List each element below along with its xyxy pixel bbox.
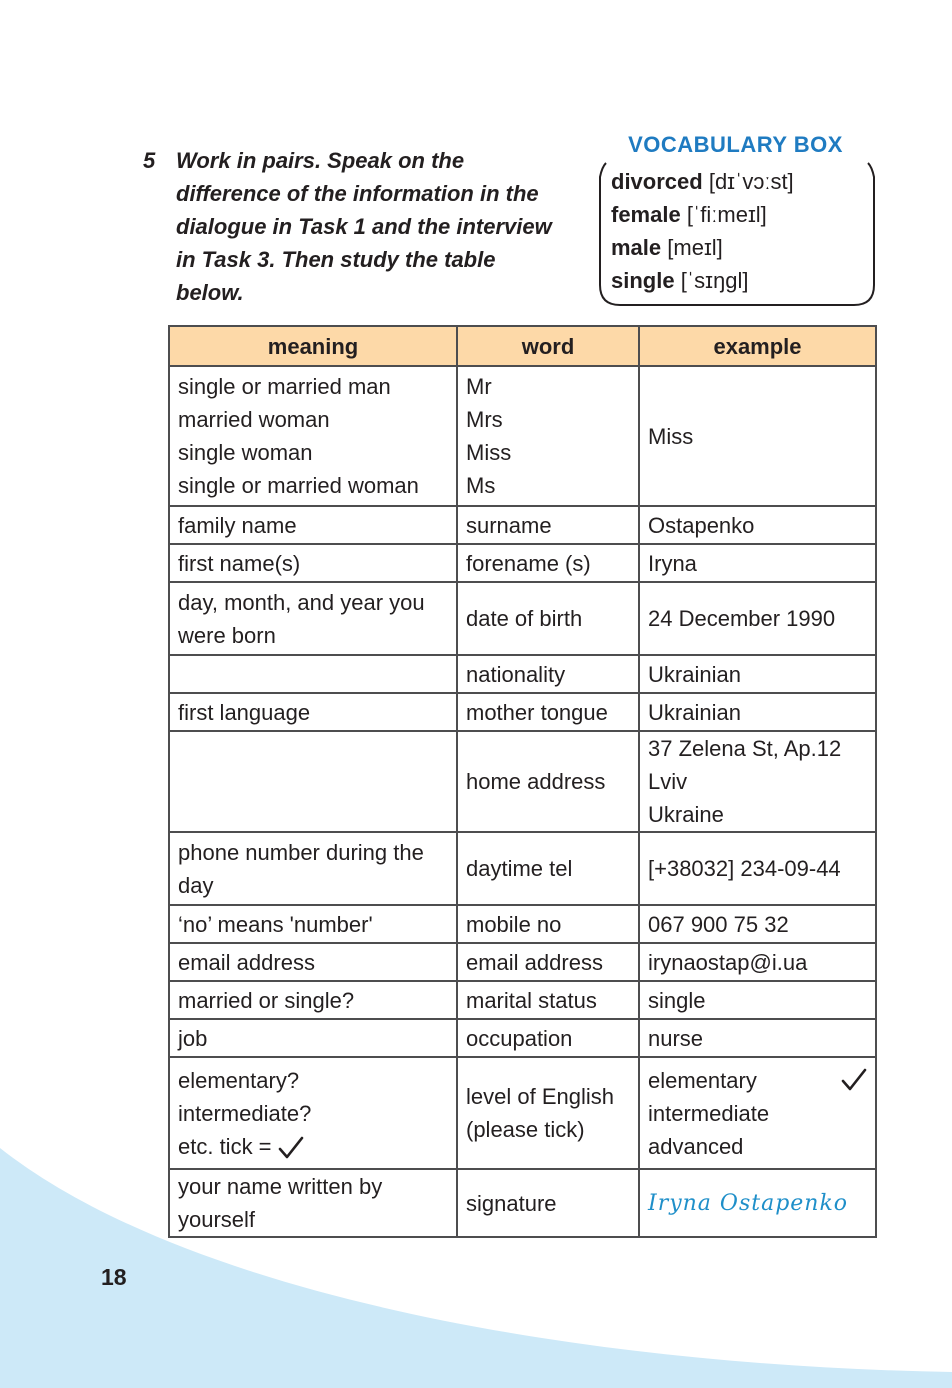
word-cell: daytime tel (457, 832, 639, 905)
vocab-phonetic: [meɪl] (667, 235, 723, 260)
header-example: example (639, 326, 876, 366)
meaning-cell: job (169, 1019, 457, 1057)
vocab-phonetic: [ˈfiːmeɪl] (686, 202, 767, 227)
table-row (169, 582, 876, 655)
word-cell (457, 1057, 639, 1169)
meaning-line: married woman (178, 407, 330, 432)
meaning-line: your name written by (178, 1174, 383, 1199)
meaning-line: single woman (178, 440, 313, 465)
meaning-cell: first name(s) (169, 544, 457, 582)
meaning-cell: first language (169, 693, 457, 731)
example-cell: irynaostap@i.ua (639, 943, 876, 981)
example-cell: nurse (639, 1019, 876, 1057)
meaning-line: single or married man (178, 374, 391, 399)
meaning-cell (169, 1057, 457, 1169)
meaning-cell (169, 655, 457, 693)
example-cell: Ukrainian (639, 655, 876, 693)
word-cell: surname (457, 506, 639, 544)
vocab-word: divorced (611, 169, 703, 194)
level-option-intermediate: intermediate (648, 1100, 770, 1126)
meaning-cell (169, 731, 457, 832)
meaning-line: intermediate? (178, 1100, 312, 1126)
vocab-word: single (611, 268, 675, 293)
example-cell (639, 1169, 876, 1237)
vocab-item (611, 198, 871, 231)
meaning-cell: email address (169, 943, 457, 981)
meaning-cell (169, 1169, 457, 1237)
example-cell (639, 731, 876, 832)
vocabulary-box (598, 132, 873, 306)
example-cell: 24 December 1990 (639, 582, 876, 655)
meaning-line: elementary? (178, 1067, 300, 1093)
level-option-advanced: advanced (648, 1133, 744, 1159)
vocab-word: male (611, 235, 662, 260)
vocab-phonetic: [dɪˈvɔːst] (708, 169, 794, 194)
example-cell: Miss (639, 366, 876, 506)
meaning-line: yourself (178, 1207, 256, 1232)
example-cell: single (639, 981, 876, 1019)
meaning-cell: married or single? (169, 981, 457, 1019)
check-icon (841, 1068, 867, 1092)
table-row (169, 981, 876, 1019)
word-cell (457, 366, 639, 506)
word-cell: forename (s) (457, 544, 639, 582)
table-row (169, 943, 876, 981)
meaning-line (178, 1130, 448, 1163)
table-row (169, 731, 876, 832)
check-icon (278, 1136, 304, 1160)
vocab-item (611, 264, 871, 297)
address-line: Lviv (648, 769, 688, 794)
table-row (169, 1019, 876, 1057)
table-row-level (169, 1057, 876, 1169)
table-row (169, 693, 876, 731)
word-cell: mobile no (457, 905, 639, 943)
level-option-label: elementary (648, 1067, 757, 1093)
tick-hint-text: etc. tick = (178, 1133, 272, 1159)
example-cell: Ukrainian (639, 693, 876, 731)
table-row (169, 905, 876, 943)
word-cell: marital status (457, 981, 639, 1019)
table-row (169, 506, 876, 544)
word-cell: nationality (457, 655, 639, 693)
vocab-word: female (611, 202, 681, 227)
address-line: Ukraine (648, 802, 724, 827)
example-cell: Iryna (639, 544, 876, 582)
word-line: Mr (466, 374, 492, 399)
meaning-cell: phone number during the day (169, 832, 457, 905)
handwritten-signature: Iryna Ostapenko (648, 1191, 849, 1216)
vocab-item (611, 165, 871, 198)
word-line: Miss (466, 440, 512, 465)
table-row (169, 832, 876, 905)
word-cell: email address (457, 943, 639, 981)
example-cell: 067 900 75 32 (639, 905, 876, 943)
word-line: Ms (466, 473, 496, 498)
task-text: Work in pairs. Speak on the difference of the information in the dialogue in Task 1 and the interview in Task 3. Then study the table below. (176, 148, 552, 305)
address-line: 37 Zelena St, Ap.12 (648, 736, 842, 761)
table-header-row (169, 326, 876, 366)
word-cell: mother tongue (457, 693, 639, 731)
meaning-line: single or married woman (178, 473, 419, 498)
table-row-signature (169, 1169, 876, 1237)
page-number: 18 (101, 1264, 127, 1290)
word-cell: signature (457, 1169, 639, 1237)
word-line: Mrs (466, 407, 503, 432)
vocabulary-list (611, 165, 871, 297)
example-cell: Ostapenko (639, 506, 876, 544)
header-meaning: meaning (169, 326, 457, 366)
meaning-cell (169, 366, 457, 506)
table-row (169, 544, 876, 582)
example-cell: [+38032] 234-09-44 (639, 832, 876, 905)
personal-info-table (168, 325, 877, 1238)
word-cell: occupation (457, 1019, 639, 1057)
word-line: (please tick) (466, 1117, 585, 1142)
meaning-cell: family name (169, 506, 457, 544)
word-cell: date of birth (457, 582, 639, 655)
task-number: 5 (143, 148, 156, 173)
header-word: word (457, 326, 639, 366)
table-row-titles (169, 366, 876, 506)
vocab-item (611, 231, 871, 264)
word-cell: home address (457, 731, 639, 832)
meaning-cell: day, month, and year you were born (169, 582, 457, 655)
meaning-cell: ‘no’ means 'number' (169, 905, 457, 943)
word-line: level of English (466, 1084, 614, 1109)
example-cell (639, 1057, 876, 1169)
vocab-phonetic: [ˈsɪŋgl] (680, 268, 749, 293)
vocabulary-box-title: VOCABULARY BOX (628, 132, 843, 157)
level-option-elementary (648, 1064, 867, 1097)
table-row (169, 655, 876, 693)
